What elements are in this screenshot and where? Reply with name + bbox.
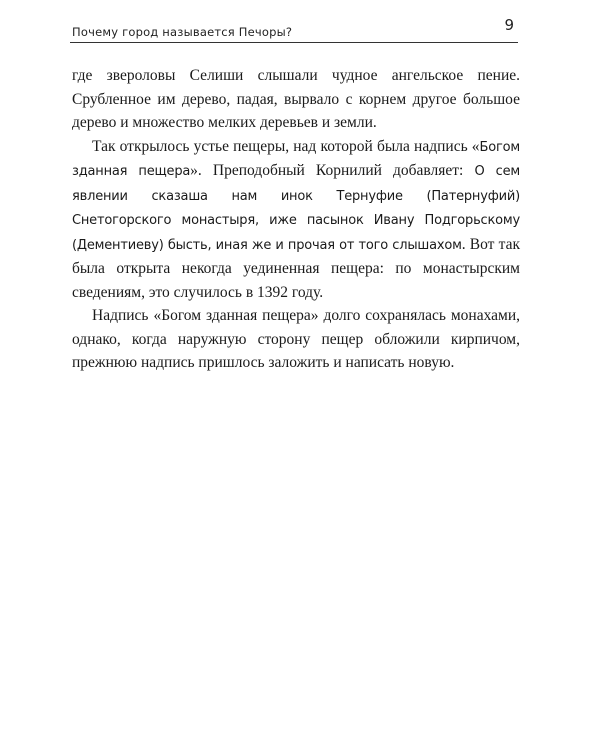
inscription-quote: Богом зданная пещера bbox=[72, 139, 520, 179]
church-slavonic-quote: О сем явлении сказаша нам инок Тернуфие (Патернуфий) Снетогорского монастыря, иже пасынок Ивану Подгорьскому (Дементиеву) бысть, иная же и прочая от того слышахом bbox=[72, 164, 520, 253]
paragraph-3 bbox=[72, 304, 520, 375]
page-number: 9 bbox=[504, 16, 514, 34]
body-text bbox=[72, 64, 520, 375]
running-title: Почему город называется Печоры? bbox=[72, 25, 293, 39]
paragraph-2-text-c: ». Преподобный Корнилий добавляет: bbox=[190, 162, 475, 179]
paragraph-2-text-a: Так открылось устье пещеры, над которой была надпись « bbox=[92, 137, 480, 155]
running-header bbox=[70, 18, 518, 43]
paragraph-1 bbox=[72, 64, 520, 135]
paragraph-2-text-e: . Вот так была открыта некогда уединенная пещера: по монастырским сведениям, это случилось в 1392 году. bbox=[72, 235, 521, 301]
paragraph-1-text: где звероловы Селиши слышали чудное ангельское пение. Срубленное им дерево, падая, вырвало с корнем другое большое дерево и множество мелких деревьев и земли. bbox=[72, 67, 520, 131]
paragraph-3-text: Надпись «Богом зданная пещера» долго сохранялась монахами, однако, когда наружную сторону пещер обложили кирпичом, прежнюю надпись пришлось заложить и написать новую. bbox=[72, 307, 520, 371]
paragraph-2 bbox=[72, 135, 520, 305]
